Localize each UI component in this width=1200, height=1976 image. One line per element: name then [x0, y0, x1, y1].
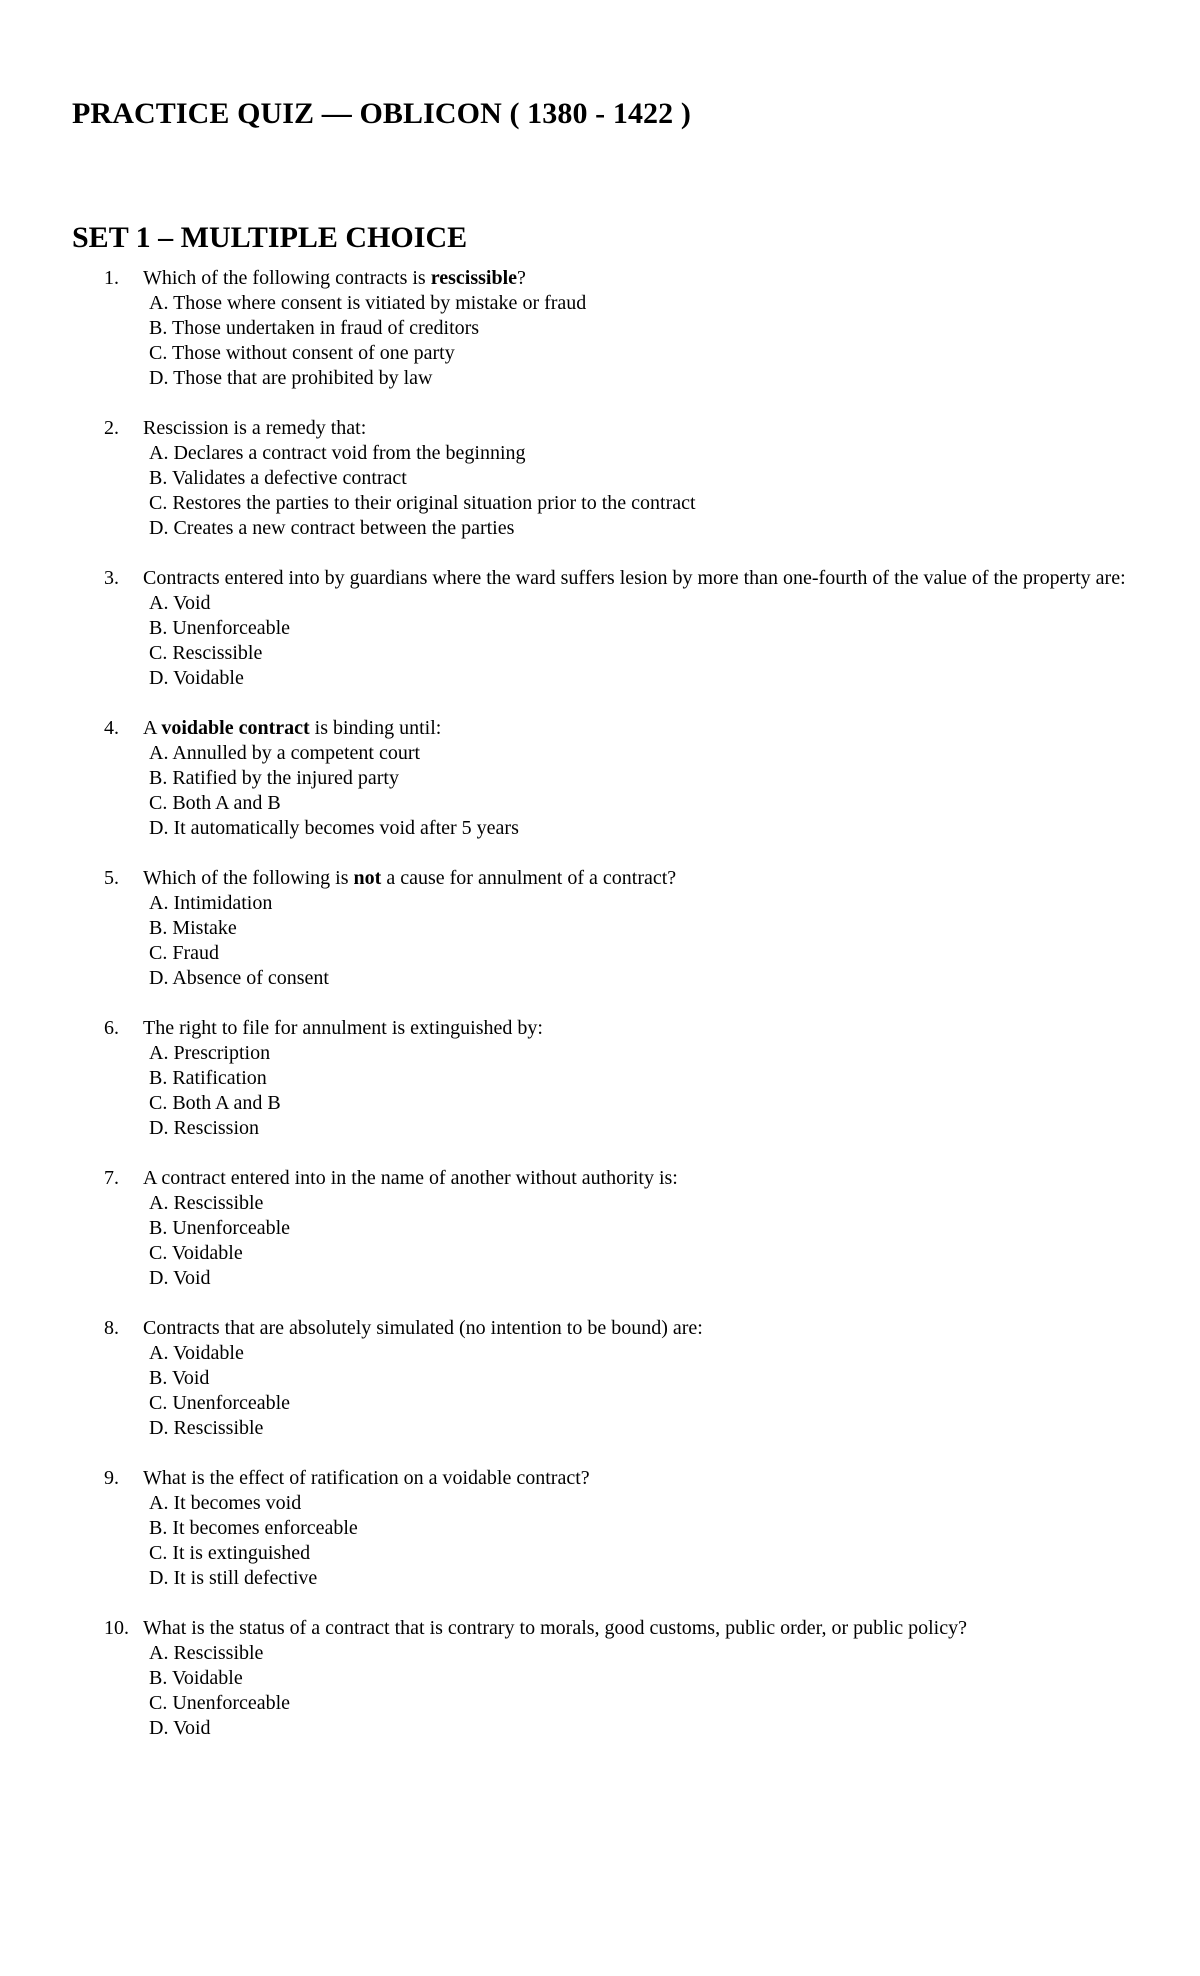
- question-number: 2.: [104, 417, 119, 439]
- answer-choice: B. Void: [149, 1367, 210, 1389]
- answer-choice: B. Voidable: [149, 1667, 243, 1689]
- question-text-part: ?: [517, 267, 526, 289]
- answer-choice: C. Restores the parties to their original situation prior to the contract: [149, 492, 696, 514]
- answer-choice: A. Prescription: [149, 1042, 271, 1064]
- choice-list: [143, 1491, 1130, 1591]
- question-number: 9.: [104, 1467, 119, 1489]
- question-item: [72, 1316, 1130, 1441]
- answer-choice: A. Those where consent is vitiated by mistake or fraud: [149, 292, 587, 314]
- question-item: [72, 866, 1130, 991]
- question-text: [143, 1316, 1130, 1341]
- question-list: [72, 266, 1130, 1741]
- answer-choice: D. Creates a new contract between the parties: [149, 517, 515, 539]
- answer-choice: C. Both A and B: [149, 792, 281, 814]
- answer-choice: B. Validates a defective contract: [149, 467, 407, 489]
- question-text: [143, 866, 1130, 891]
- answer-choice: A. It becomes void: [149, 1492, 302, 1514]
- question-item: [72, 1616, 1130, 1741]
- question-number: 3.: [104, 567, 119, 589]
- answer-choice: D. Voidable: [149, 667, 244, 689]
- question-text-part: The right to file for annulment is extinguished by:: [143, 1017, 543, 1039]
- choice-list: [143, 291, 1130, 391]
- question-item: [72, 266, 1130, 391]
- question-number: 4.: [104, 717, 119, 739]
- choice-list: [143, 1641, 1130, 1741]
- answer-choice: C. Fraud: [149, 942, 219, 964]
- question-text-part: is binding until:: [309, 717, 442, 739]
- answer-choice: C. Those without consent of one party: [149, 342, 455, 364]
- question-text: [143, 716, 1130, 741]
- answer-choice: D. It automatically becomes void after 5 years: [149, 817, 519, 839]
- question-text-part: a cause for annulment of a contract?: [381, 867, 677, 889]
- answer-choice: B. It becomes enforceable: [149, 1517, 358, 1539]
- answer-choice: C. Both A and B: [149, 1092, 281, 1114]
- answer-choice: D. Void: [149, 1717, 211, 1739]
- question-text-part: What is the effect of ratification on a voidable contract?: [143, 1467, 590, 1489]
- choice-list: [143, 591, 1130, 691]
- question-text: [143, 416, 1130, 441]
- question-number: 6.: [104, 1017, 119, 1039]
- question-text-part: A contract entered into in the name of another without authority is:: [143, 1167, 678, 1189]
- question-number: 1.: [104, 267, 119, 289]
- answer-choice: C. Voidable: [149, 1242, 243, 1264]
- answer-choice: D. Rescissible: [149, 1417, 264, 1439]
- question-text-part: Contracts that are absolutely simulated (no intention to be bound) are:: [143, 1317, 703, 1339]
- question-item: [72, 416, 1130, 541]
- answer-choice: A. Rescissible: [149, 1642, 264, 1664]
- question-text-part: Which of the following is: [143, 867, 354, 889]
- choice-list: [143, 1041, 1130, 1141]
- question-item: [72, 1466, 1130, 1591]
- choice-list: [143, 1341, 1130, 1441]
- answer-choice: B. Ratification: [149, 1067, 267, 1089]
- answer-choice: C. It is extinguished: [149, 1542, 311, 1564]
- answer-choice: C. Unenforceable: [149, 1392, 291, 1414]
- question-text-part: Rescission is a remedy that:: [143, 417, 367, 439]
- question-emphasis: not: [353, 867, 382, 889]
- choice-list: [143, 741, 1130, 841]
- question-emphasis: voidable contract: [161, 717, 310, 739]
- answer-choice: B. Unenforceable: [149, 1217, 291, 1239]
- answer-choice: B. Mistake: [149, 917, 237, 939]
- answer-choice: A. Voidable: [149, 1342, 244, 1364]
- question-text-part: Which of the following contracts is: [143, 267, 431, 289]
- question-item: [72, 1166, 1130, 1291]
- question-number: 7.: [104, 1167, 119, 1189]
- question-text: [143, 1166, 1130, 1191]
- question-text: [143, 266, 1130, 291]
- question-item: [72, 1016, 1130, 1141]
- question-text-part: A: [143, 717, 162, 739]
- answer-choice: D. Absence of consent: [149, 967, 329, 989]
- choice-list: [143, 441, 1130, 541]
- question-text-part: What is the status of a contract that is contrary to morals, good customs, public order, or public policy?: [143, 1617, 967, 1639]
- document-title: PRACTICE QUIZ — OBLICON ( 1380 - 1422 ): [72, 97, 691, 130]
- question-item: [72, 716, 1130, 841]
- answer-choice: A. Void: [149, 592, 211, 614]
- question-number: 5.: [104, 867, 119, 889]
- question-text-part: Contracts entered into by guardians where the ward suffers lesion by more than one-fourth of the value of the property are:: [143, 567, 1126, 589]
- set-title: SET 1 – MULTIPLE CHOICE: [72, 221, 468, 254]
- question-number: 8.: [104, 1317, 119, 1339]
- answer-choice: C. Unenforceable: [149, 1692, 291, 1714]
- answer-choice: B. Those undertaken in fraud of creditors: [149, 317, 480, 339]
- answer-choice: B. Ratified by the injured party: [149, 767, 399, 789]
- answer-choice: A. Declares a contract void from the beginning: [149, 442, 526, 464]
- choice-list: [143, 1191, 1130, 1291]
- answer-choice: A. Intimidation: [149, 892, 273, 914]
- choice-list: [143, 891, 1130, 991]
- question-text: [143, 566, 1130, 591]
- answer-choice: A. Rescissible: [149, 1192, 264, 1214]
- answer-choice: B. Unenforceable: [149, 617, 291, 639]
- question-text: [143, 1466, 1130, 1491]
- question-text: [143, 1016, 1130, 1041]
- answer-choice: A. Annulled by a competent court: [149, 742, 421, 764]
- question-text: [143, 1616, 1130, 1641]
- answer-choice: C. Rescissible: [149, 642, 263, 664]
- answer-choice: D. It is still defective: [149, 1567, 318, 1589]
- question-item: [72, 566, 1130, 691]
- answer-choice: D. Those that are prohibited by law: [149, 367, 433, 389]
- question-number: 10.: [104, 1617, 129, 1639]
- answer-choice: D. Rescission: [149, 1117, 259, 1139]
- answer-choice: D. Void: [149, 1267, 211, 1289]
- question-emphasis: rescissible: [430, 267, 518, 289]
